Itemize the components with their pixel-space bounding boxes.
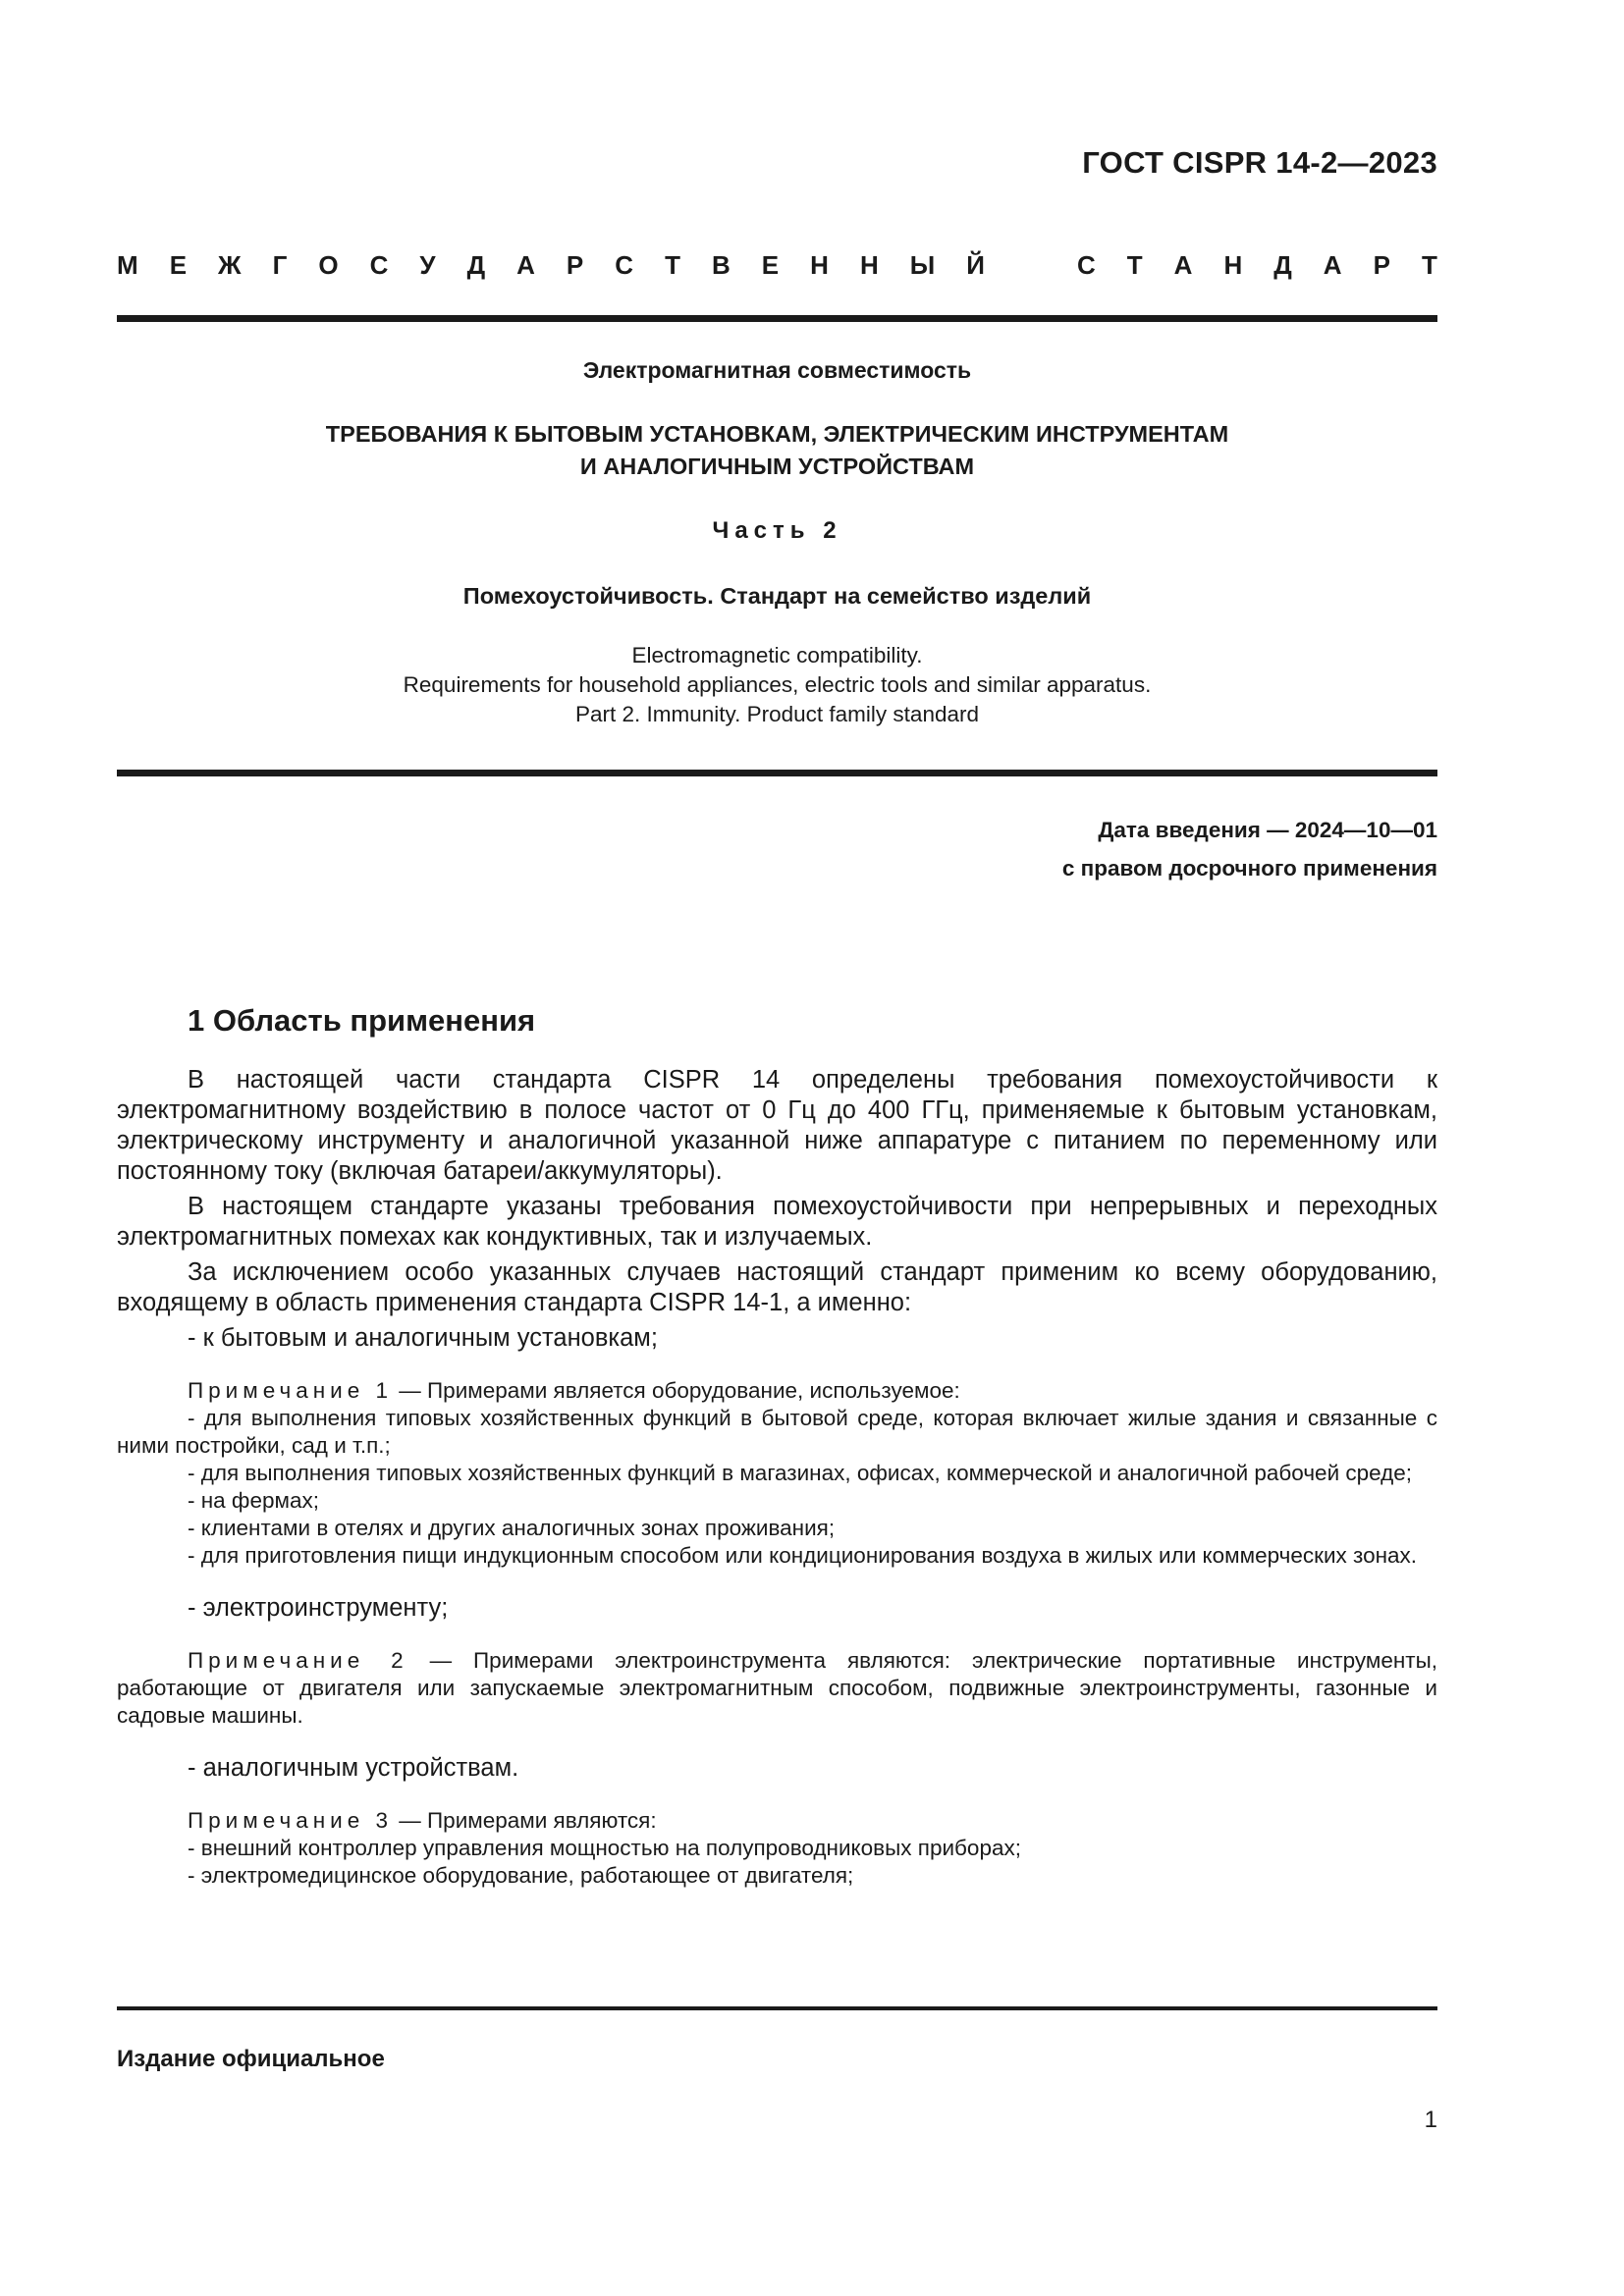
footer-divider <box>117 2006 1437 2010</box>
note-list-item: - электромедицинское оборудование, работающее от двигателя; <box>188 1863 854 1888</box>
list-item: - к бытовым и аналогичным установкам; <box>188 1324 658 1352</box>
banner-letter: Е <box>761 250 780 280</box>
note-text: — Примерами является оборудование, используемое: <box>393 1378 960 1403</box>
english-title-line: Part 2. Immunity. Product family standard <box>575 702 979 726</box>
english-title <box>117 641 1437 729</box>
main-title-line: ТРЕБОВАНИЯ К БЫТОВЫМ УСТАНОВКАМ, ЭЛЕКТРИЧЕСКИМ ИНСТРУМЕНТАМ <box>325 421 1229 447</box>
early-application-note: с правом досрочного применения <box>1061 856 1437 881</box>
banner-letter: Н <box>1223 250 1243 280</box>
note-text: — Примерами электроинструмента являются: электрические портативные инструменты, работающие от двигателя или запускаемые электромагнитным способом, подвижные электроинструменты, газонные и садовые машины. <box>117 1648 1438 1728</box>
introduction-date: Дата введения — 2024—10—01 <box>1098 818 1437 842</box>
main-title <box>117 418 1437 483</box>
banner-letter: Е <box>169 250 188 280</box>
banner-letter: А <box>1323 250 1342 280</box>
part-label: Часть 2 <box>712 517 842 544</box>
note-text: — Примерами являются: <box>393 1808 657 1833</box>
banner-letter: Н <box>810 250 829 280</box>
banner-letter: Г <box>272 250 288 280</box>
list-item: - аналогичным устройствам. <box>188 1754 519 1782</box>
paragraph: За исключением особо указанных случаев настоящий стандарт применим ко всему оборудованию, входящему в область применения стандарта CISPR 14-1, а именно: <box>117 1258 1437 1316</box>
top-divider <box>117 315 1437 322</box>
banner-letter: Р <box>566 250 584 280</box>
banner-letter: О <box>318 250 339 280</box>
note-label: Примечание 1 <box>188 1378 393 1403</box>
note-list-item: - на фермах; <box>188 1488 319 1513</box>
banner-letter: Т <box>665 250 680 280</box>
banner-letter: Ы <box>909 250 936 280</box>
banner-letter: А <box>1173 250 1193 280</box>
standard-type-banner <box>117 250 1437 280</box>
banner-gap <box>1016 250 1046 280</box>
banner-letter: В <box>711 250 731 280</box>
banner-letter: Т <box>1421 250 1437 280</box>
banner-letter: Н <box>859 250 879 280</box>
english-title-line: Requirements for household appliances, electric tools and similar apparatus. <box>403 672 1152 697</box>
banner-letter: У <box>419 250 436 280</box>
banner-letter: С <box>369 250 389 280</box>
banner-letter: М <box>117 250 138 280</box>
banner-letter: С <box>1076 250 1096 280</box>
note-label: Примечание 3 <box>188 1808 393 1833</box>
banner-letter: Д <box>466 250 486 280</box>
note-list-item: - внешний контроллер управления мощностью на полупроводниковых приборах; <box>188 1836 1021 1860</box>
note-label: Примечание 2 <box>188 1648 408 1673</box>
subject-title: Электромагнитная совместимость <box>582 357 972 383</box>
note-list-item: - для приготовления пищи индукционным способом или кондиционирования воздуха в жилых или коммерческих зонах. <box>188 1543 1418 1568</box>
section-heading: 1 Область применения <box>188 1003 536 1038</box>
banner-letter: Р <box>1373 250 1390 280</box>
page-number: 1 <box>1424 2107 1437 2133</box>
english-title-line: Electromagnetic compatibility. <box>631 643 923 667</box>
note-3 <box>117 1807 1437 1835</box>
paragraph: В настоящей части стандарта CISPR 14 определены требования помехоустойчивости к электромагнитному воздействию в полосе частот от 0 Гц до 400 ГГц, применяемые к бытовым установкам, электрическому инструменту и аналогичной указанной ниже аппаратуре с питанием по переменному или постоянному току (включая батареи/аккумуляторы). <box>117 1066 1437 1185</box>
note-1 <box>117 1377 1437 1405</box>
standard-code: ГОСТ CISPR 14-2—2023 <box>1082 145 1437 180</box>
banner-letter: С <box>615 250 634 280</box>
banner-letter: Т <box>1126 250 1143 280</box>
part-title: Помехоустойчивость. Стандарт на семейство изделий <box>462 583 1092 609</box>
paragraph: В настоящем стандарте указаны требования помехоустойчивости при непрерывных и переходных электромагнитных помехах как кондуктивных, так и излучаемых. <box>117 1193 1437 1251</box>
banner-letter: А <box>516 250 535 280</box>
title-divider <box>117 770 1437 776</box>
document-page <box>117 0 1437 2296</box>
banner-letter: Д <box>1273 250 1292 280</box>
section-body <box>117 1065 1437 1890</box>
edition-label: Издание официальное <box>117 2046 385 2072</box>
note-list-item: - для выполнения типовых хозяйственных функций в магазинах, офисах, коммерческой и аналогичной рабочей среде; <box>188 1461 1413 1485</box>
banner-letter: Ж <box>218 250 242 280</box>
note-list-item: - клиентами в отелях и других аналогичных зонах проживания; <box>188 1516 836 1540</box>
banner-letter: Й <box>966 250 985 280</box>
list-item: - электроинструменту; <box>188 1594 449 1622</box>
main-title-line: И АНАЛОГИЧНЫМ УСТРОЙСТВАМ <box>579 454 975 479</box>
note-2 <box>117 1647 1437 1730</box>
note-list-item: - для выполнения типовых хозяйственных функций в бытовой среде, которая включает жилые здания и связанные с ними постройки, сад и т.п.; <box>117 1406 1437 1458</box>
